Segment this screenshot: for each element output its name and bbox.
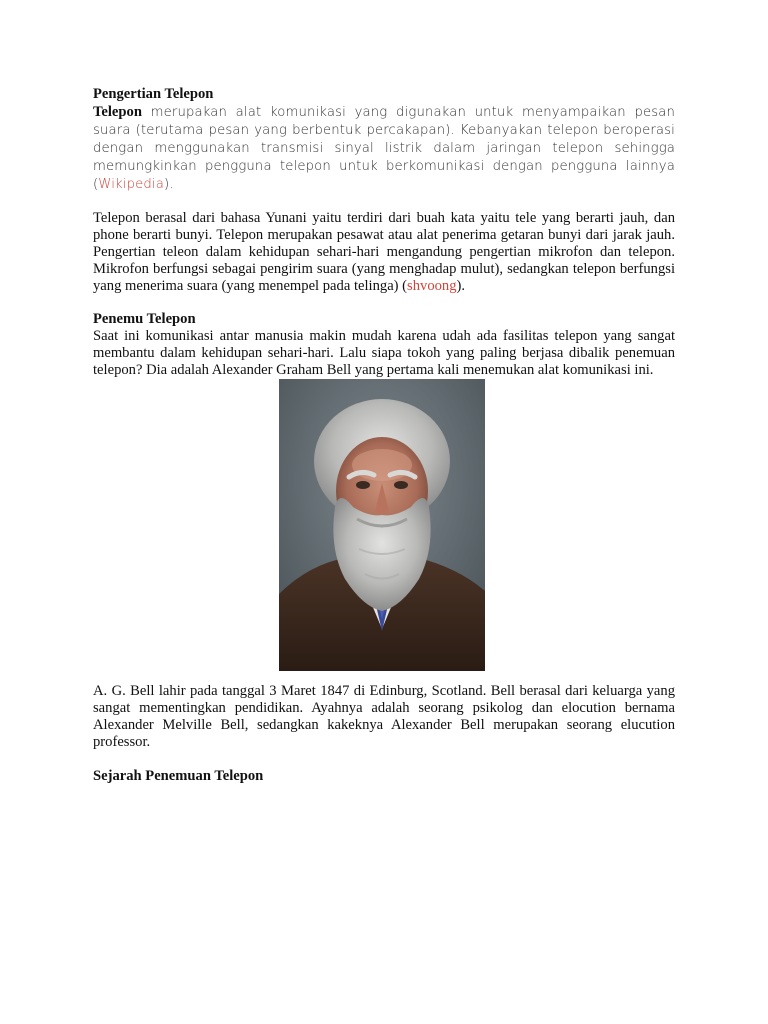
etymology-tail: ). xyxy=(456,278,466,294)
wikipedia-link[interactable]: Wikipedia xyxy=(98,177,164,192)
portrait-container xyxy=(93,379,675,671)
paragraph-definition xyxy=(93,103,675,194)
definition-text: merupakan alat komunikasi yang digunakan untuk menyampaikan pesan suara (terutama pesan yang berbentuk percakapan). Kebanyakan telepon beroperasi dengan menggunakan transmisi sinyal listrik dalam jaringan telepon sehingga memungkinkan pengguna telepon untuk berkomunikasi dengan pengguna lainnya ( xyxy=(93,105,675,192)
portrait-image xyxy=(279,379,485,671)
paragraph-inventor: Saat ini komunikasi antar manusia makin mudah karena udah ada fasilitas telepon yang sangat membantu dalam kehidupan sehari-hari. Lalu siapa tokoh yang paling berjasa dibalik penemuan telepon? Dia adalah Alexander Graham Bell yang pertama kali menemukan alat komunikasi ini. xyxy=(93,328,675,378)
document-page xyxy=(93,86,675,785)
term-telepon: Telepon xyxy=(93,104,142,120)
shvoong-link[interactable]: shvoong xyxy=(407,278,457,294)
definition-tail: ). xyxy=(163,177,174,192)
paragraph-biography: A. G. Bell lahir pada tanggal 3 Maret 1847 di Edinburg, Scotland. Bell berasal dari keluarga yang sangat mementingkan pendidikan. Ayahnya adalah seorang psikolog dan elocution bernama Alexander Melville Bell, sedangkan kakeknya Alexander Bell merupakan seorang elucution professor. xyxy=(93,683,675,750)
paragraph-etymology xyxy=(93,210,675,295)
heading-sejarah-penemuan: Sejarah Penemuan Telepon xyxy=(93,768,264,784)
portrait-illustration xyxy=(279,379,485,671)
heading-penemu-telepon: Penemu Telepon xyxy=(93,311,196,327)
heading-pengertian-telepon: Pengertian Telepon xyxy=(93,86,214,102)
etymology-text: Telepon berasal dari bahasa Yunani yaitu terdiri dari buah kata yaitu tele yang berarti jauh, dan phone berarti bunyi. Telepon merupakan pesawat atau alat penerima getaran bunyi dari jarak jauh. Pengertian teleon dalam kehidupan sehari-hari mengandung pengertian mikrofon dan telepon. Mikrofon berfungsi sebagai pengirim suara (yang menghadap mulut), sedangkan telepon berfungsi yang menerima suara (yang menempel pada telinga) ( xyxy=(93,210,675,294)
